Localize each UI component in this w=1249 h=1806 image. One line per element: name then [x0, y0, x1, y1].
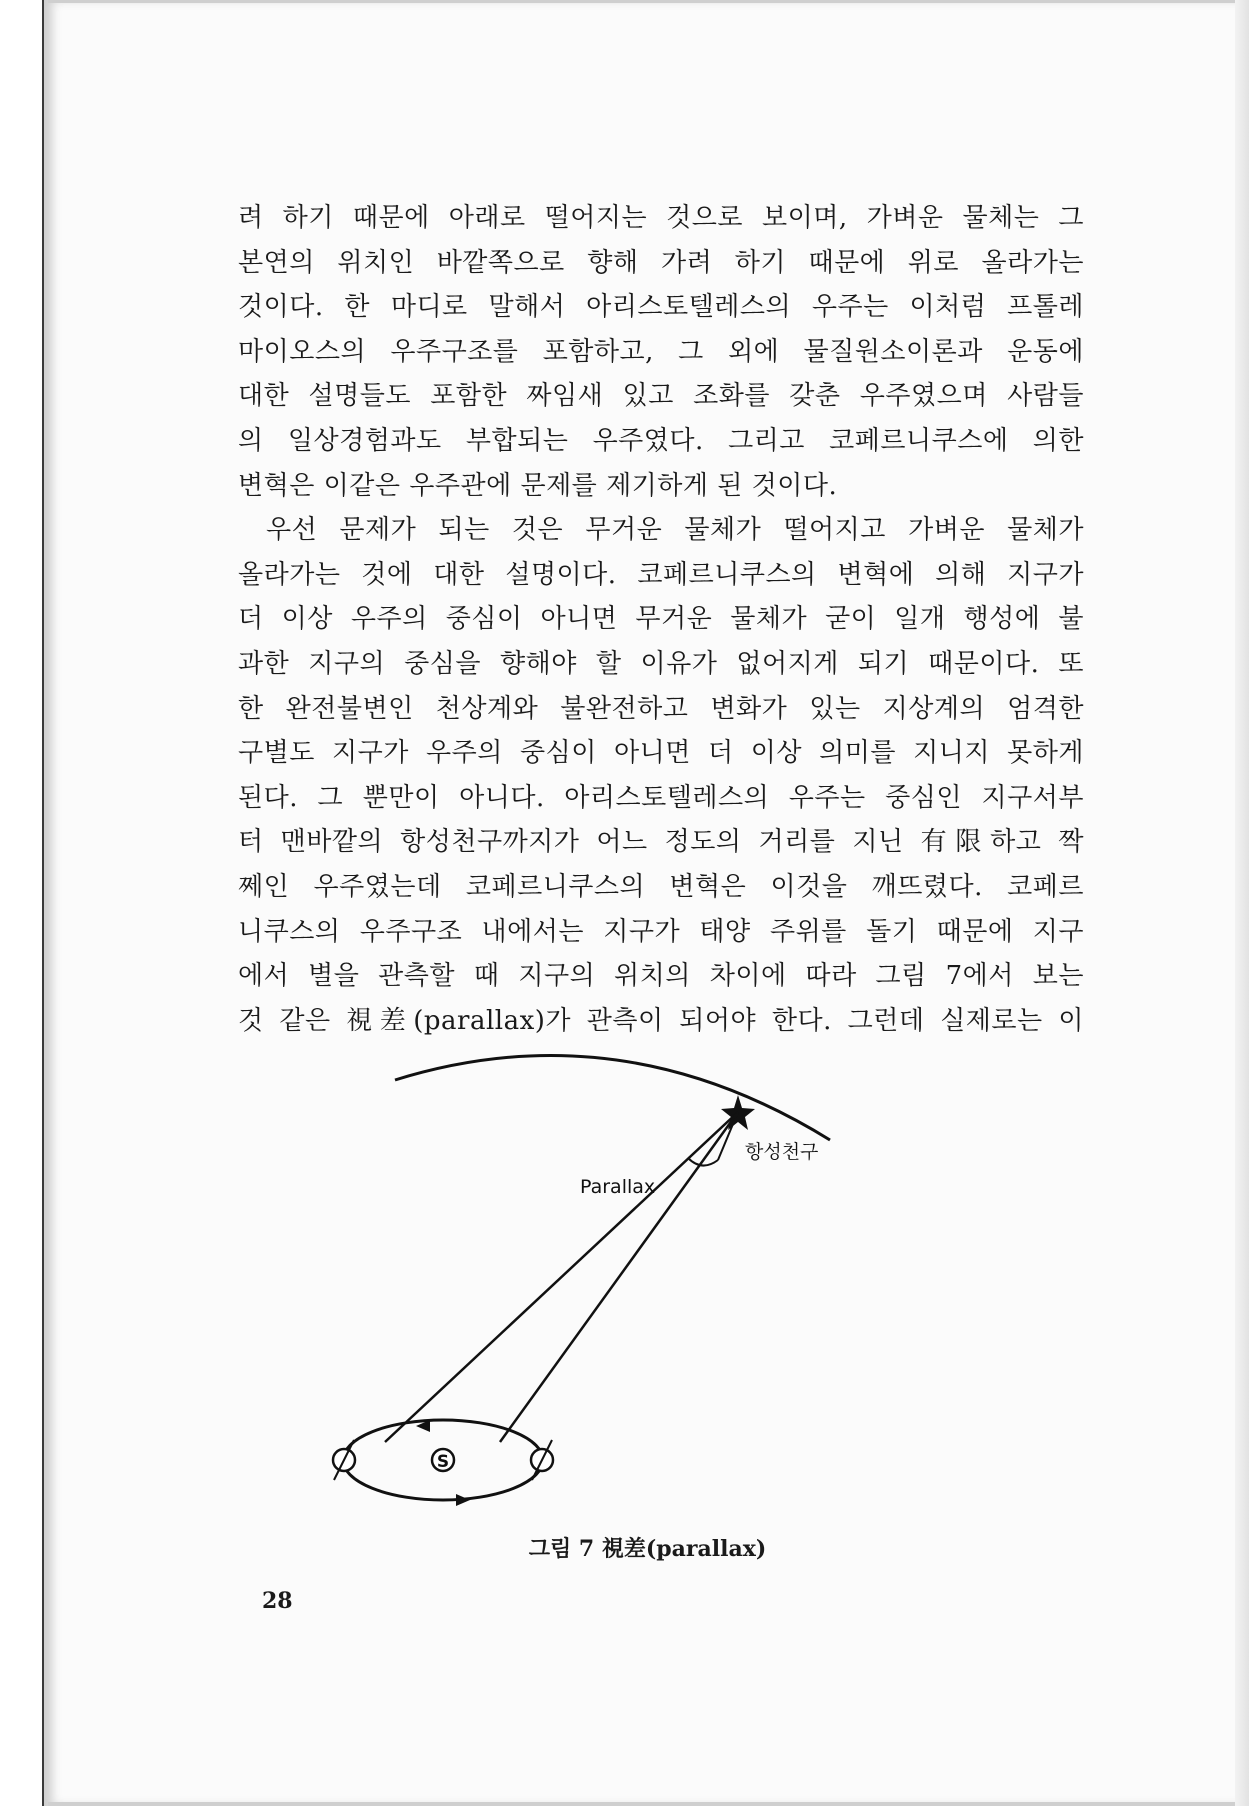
text-line: 본연의 위치인 바깥쪽으로 향해 가려 하기 때문에 위로 올라가는	[238, 247, 1084, 278]
text-line: 우선 문제가 되는 것은 무거운 물체가 떨어지고 가벼운 물체가	[266, 515, 1084, 546]
sight-line-right	[500, 1112, 738, 1442]
text-line: 한 완전불변인 천상계와 불완전하고 변화가 있는 지상계의 엄격한	[238, 693, 1084, 724]
text-line: 려 하기 때문에 아래로 떨어지는 것으로 보이며, 가벼운 물체는 그	[238, 203, 1084, 233]
text-line: 올라가는 것에 대한 설명이다. 코페르니쿠스의 변혁에 의해 지구가	[238, 559, 1084, 590]
text-line: 마이오스의 우주구조를 포함하고, 그 외에 물질원소이론과 운동에	[238, 336, 1084, 367]
parallax-diagram	[330, 1040, 950, 1520]
parallax-figure	[330, 1040, 950, 1520]
text-line: 쩨인 우주였는데 코페르니쿠스의 변혁은 이것을 깨뜨렸다. 코페르	[238, 871, 1084, 902]
text-line: 것 같은 視差(parallax)가 관측이 되어야 한다. 그런데 실제로는 이	[238, 1005, 1084, 1036]
text-line: 구별도 지구가 우주의 중심이 아니면 더 이상 의미를 지니지 못하게	[238, 738, 1084, 769]
text-line: 에서 별을 관측할 때 지구의 위치의 차이에 따라 그림 7에서 보는	[238, 961, 1084, 992]
sphere-label: 항성천구	[745, 1141, 819, 1163]
body-text	[238, 196, 1084, 1043]
text-line: 더 이상 우주의 중심이 아니면 무거운 물체가 굳이 일개 행성에 불	[238, 604, 1084, 635]
text-line: 변혁은 이같은 우주관에 문제를 제기하게 된 것이다.	[238, 470, 838, 501]
sun-label: S	[436, 1452, 450, 1472]
text-line: 것이다. 한 마디로 말해서 아리스토텔레스의 우주는 이처럼 프톨레	[238, 292, 1084, 323]
page-number: 28	[262, 1588, 293, 1614]
figure-caption: 그림 7 視差(parallax)	[528, 1536, 767, 1562]
text-line: 니쿠스의 우주구조 내에서는 지구가 태양 주위를 돌기 때문에 지구	[238, 916, 1084, 947]
text-line: 된다. 그 뿐만이 아니다. 아리스토텔레스의 우주는 중심인 지구서부	[238, 782, 1084, 813]
text-line: 터 맨바깥의 항성천구까지가 어느 정도의 거리를 지닌 有限하고 짝	[238, 827, 1084, 858]
text-line: 과한 지구의 중심을 향해야 할 이유가 없어지게 되기 때문이다. 또	[238, 648, 1084, 679]
parallax-label: Parallax	[580, 1176, 656, 1198]
page-bottom-edge	[48, 1802, 1249, 1806]
orbit-arrow-bottom-icon	[456, 1494, 470, 1506]
text-line: 의 일상경험과도 부합되는 우주였다. 그리고 코페르니쿠스에 의한	[238, 425, 1084, 456]
celestial-sphere-arc	[395, 1056, 830, 1141]
sight-line-left	[385, 1112, 738, 1442]
text-line: 대한 설명들도 포함한 짜임새 있고 조화를 갖춘 우주였으며 사람들	[238, 381, 1084, 412]
page-top-edge	[48, 0, 1249, 3]
